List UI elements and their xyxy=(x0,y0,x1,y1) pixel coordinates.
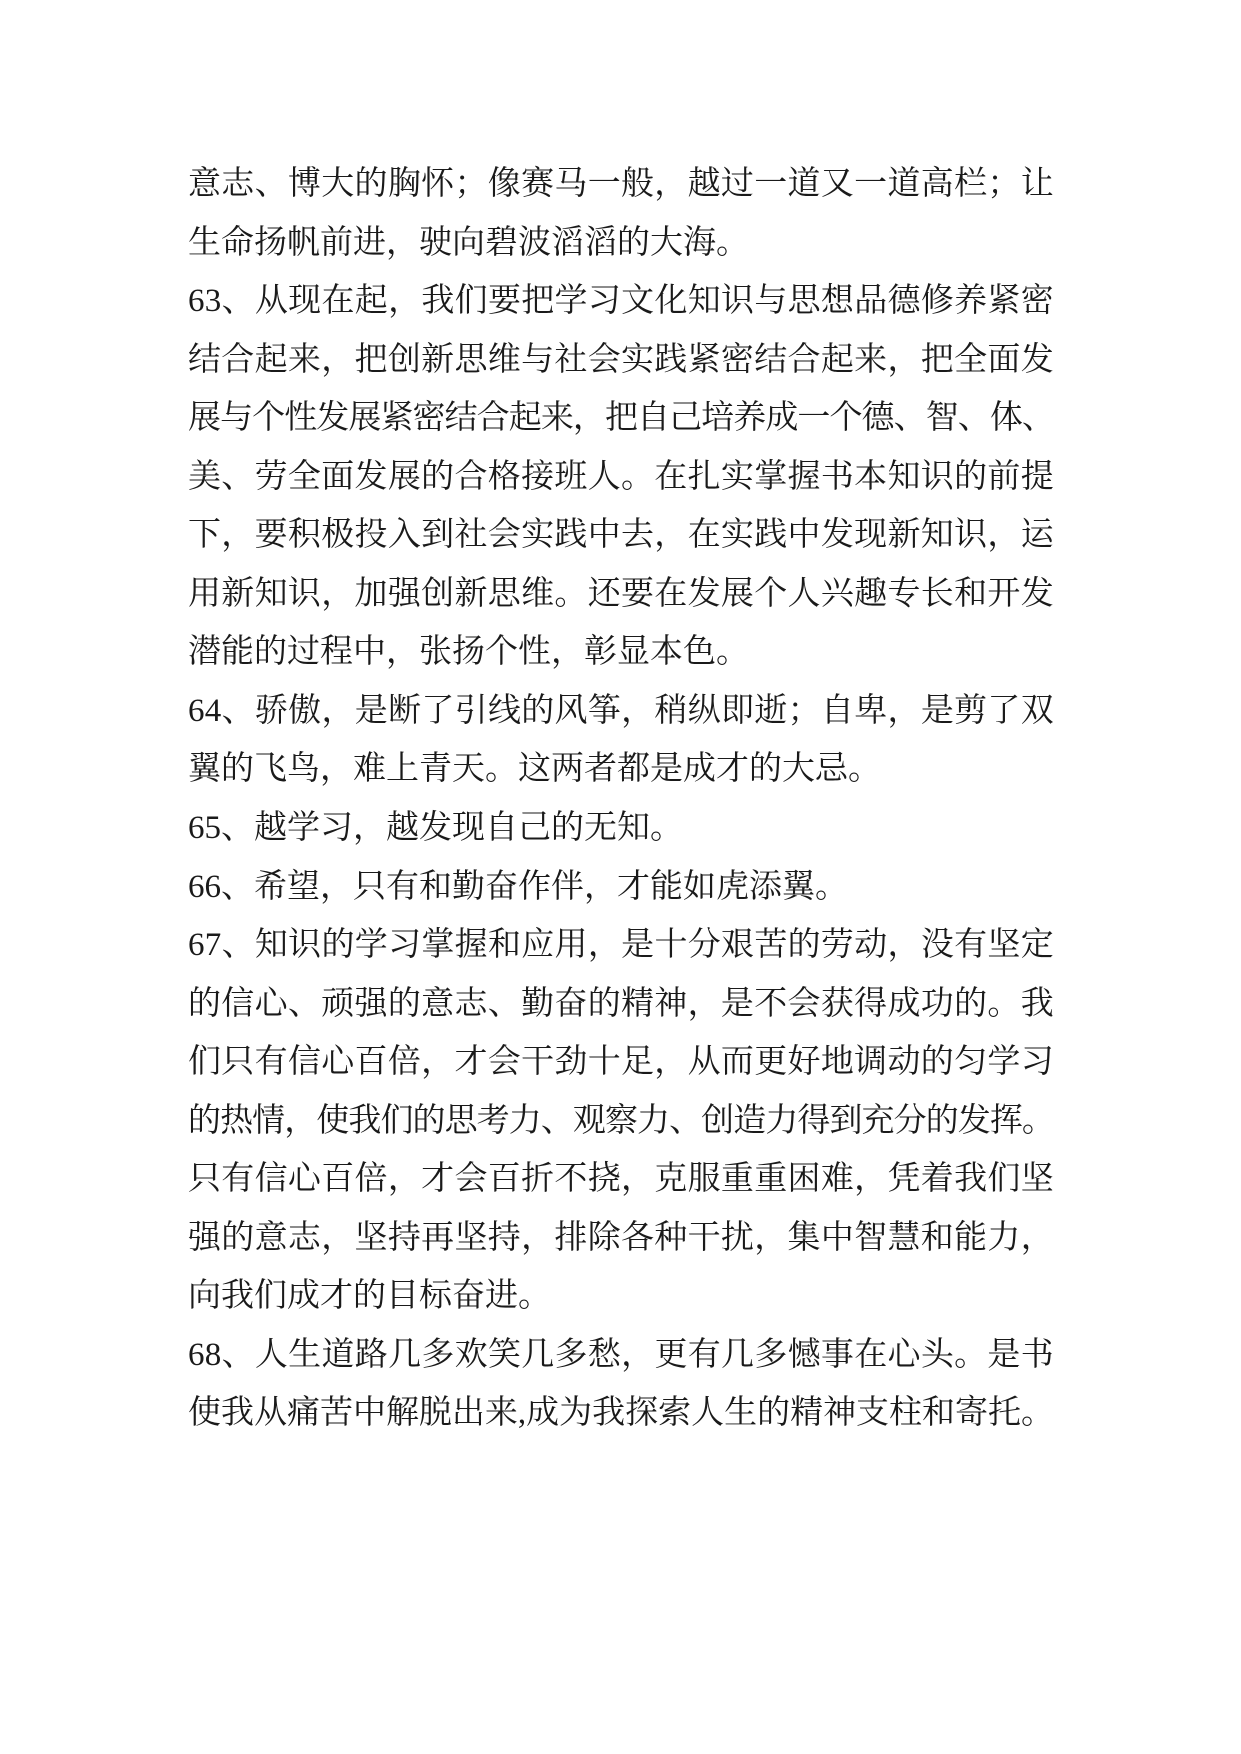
text-line: 们只有信心百倍，才会干劲十足，从而更好地调动的匀学习 xyxy=(188,1044,1054,1081)
text-line: 潜能的过程中，张扬个性，彰显本色。 xyxy=(188,634,749,671)
text-line: 只有信心百倍，才会百折不挠，克服重重困难，凭着我们坚 xyxy=(188,1161,1054,1198)
text-line: 翼的飞鸟，难上青天。这两者都是成才的大忌。 xyxy=(188,751,881,788)
text-line: 美、劳全面发展的合格接班人。在扎实掌握书本知识的前提 xyxy=(188,458,1054,495)
paragraph-67 xyxy=(188,916,1054,1326)
text-line: 65、越学习，越发现自己的无知。 xyxy=(188,810,683,847)
text-line: 生命扬帆前进，驶向碧波滔滔的大海。 xyxy=(188,224,749,261)
text-line: 的信心、顽强的意志、勤奋的精神，是不会获得成功的。我 xyxy=(188,985,1054,1022)
paragraph-68 xyxy=(188,1326,1054,1443)
text-line: 的热情，使我们的思考力、观察力、创造力得到充分的发挥。 xyxy=(188,1102,1055,1139)
text-line: 67、知识的学习掌握和应用，是十分艰苦的劳动，没有坚定 xyxy=(188,927,1054,964)
text-line: 强的意志，坚持再坚持，排除各种干扰，集中智慧和能力， xyxy=(188,1219,1054,1256)
text-line: 64、骄傲，是断了引线的风筝，稍纵即逝；自卑，是剪了双 xyxy=(188,692,1054,729)
paragraph-64 xyxy=(188,682,1054,799)
text-line: 使我从痛苦中解脱出来,成为我探索人生的精神支柱和寄托。 xyxy=(188,1395,1055,1432)
paragraph-continued xyxy=(188,155,1054,272)
body-text xyxy=(188,155,1054,1443)
text-line: 结合起来，把创新思维与社会实践紧密结合起来，把全面发 xyxy=(188,341,1054,378)
text-line: 66、希望，只有和勤奋作伴，才能如虎添翼。 xyxy=(188,868,848,905)
text-line: 63、从现在起，我们要把学习文化知识与思想品德修养紧密 xyxy=(188,283,1054,320)
text-line: 展与个性发展紧密结合起来，把自己培养成一个德、智、体、 xyxy=(188,400,1055,437)
paragraph-65 xyxy=(188,799,1054,858)
paragraph-66 xyxy=(188,858,1054,917)
text-line: 向我们成才的目标奋进。 xyxy=(188,1278,551,1315)
text-line: 用新知识，加强创新思维。还要在发展个人兴趣专长和开发 xyxy=(188,575,1054,612)
paragraph-63 xyxy=(188,272,1054,682)
text-line: 意志、博大的胸怀；像赛马一般，越过一道又一道高栏；让 xyxy=(188,166,1054,202)
text-line: 下，要积极投入到社会实践中去，在实践中发现新知识，运 xyxy=(188,517,1054,554)
text-line: 68、人生道路几多欢笑几多愁，更有几多憾事在心头。是书 xyxy=(188,1336,1054,1373)
